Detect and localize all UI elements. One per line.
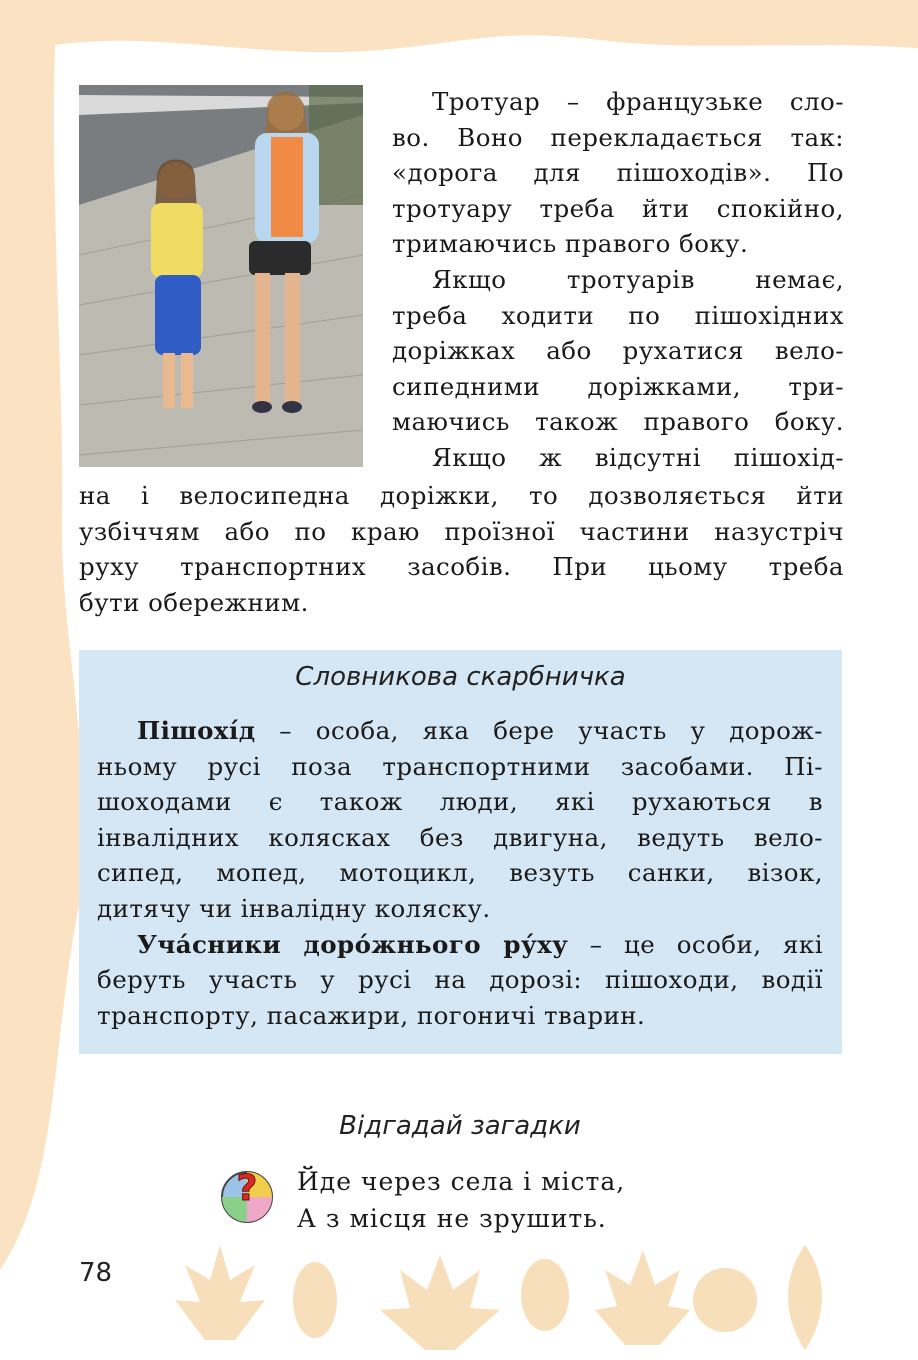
continuation-paragraph	[79, 478, 844, 620]
definition-line: дитячу чи інвалідну коляску.	[97, 893, 491, 923]
text-line: во. Воно перекладається так:	[392, 122, 844, 152]
definition-text: – це особи, які	[568, 929, 823, 959]
text-line: тротуару треба йти спокійно,	[392, 193, 844, 223]
text-line: треба ходити по пішохідних	[392, 300, 844, 330]
text-line: сипедними доріжками, три-	[392, 371, 844, 401]
definition-line	[97, 713, 823, 749]
vocabulary-definitions	[97, 713, 823, 1033]
definition-line: шоходами є також люди, які рухаються в	[97, 787, 823, 817]
definition-line: інвалідних колясках без двигуна, ведуть вело-	[97, 822, 823, 852]
term-road-participants: Уча́сники доро́жнього ру́ху	[137, 929, 569, 959]
definition-line: ньому русі поза транспортними засобами. Пі-	[97, 751, 823, 781]
definition-text: – особа, яка бере участь у дорож-	[255, 716, 823, 745]
text-line: Якщо ж відсутні пішохід-	[432, 442, 844, 472]
text-line: доріжках або рухатися вело-	[392, 336, 844, 366]
riddle-title: Відгадай загадки	[339, 1111, 581, 1141]
definition-line: транспорту, пасажири, погоничі тварин.	[97, 1000, 646, 1030]
riddle-line: А з місця не зрушить.	[297, 1204, 607, 1233]
text-line: узбіччям або по краю проїзної частини назустріч	[79, 516, 844, 546]
page-number: 78	[79, 1258, 113, 1288]
vocabulary-title: Словникова скарбничка	[295, 662, 626, 692]
svg-text:?: ?	[236, 1168, 258, 1209]
definition-line: беруть участь у русі на дорозі: пішоходи, водії	[97, 965, 823, 995]
text-line: бути обережним.	[79, 587, 309, 617]
text-line: маючись також правого боку.	[392, 407, 844, 437]
definition-line	[97, 927, 823, 963]
text-line: тримаючись правого боку.	[392, 229, 749, 259]
text-line: Тротуар – французьке сло-	[432, 87, 844, 116]
text-line: Якщо тротуарів немає,	[432, 264, 844, 294]
text-line: руху транспортних засобів. При цьому треба	[79, 552, 844, 582]
definition-line: сипед, мопед, мотоцикл, везуть санки, візок,	[97, 858, 823, 888]
term-pedestrian: Пішохі́д	[137, 716, 256, 745]
question-puzzle-icon	[220, 1166, 274, 1224]
intro-paragraph	[392, 84, 844, 476]
text-line: «дорога для пішоходів». По	[392, 158, 844, 188]
leaf-decoration	[165, 1240, 865, 1360]
girls-walking-photo	[79, 85, 363, 467]
riddle-lines	[297, 1163, 625, 1237]
text-line: на і велосипедна доріжки, то дозволяється йти	[79, 481, 844, 510]
riddle-line: Йде через села і міста,	[297, 1167, 626, 1196]
